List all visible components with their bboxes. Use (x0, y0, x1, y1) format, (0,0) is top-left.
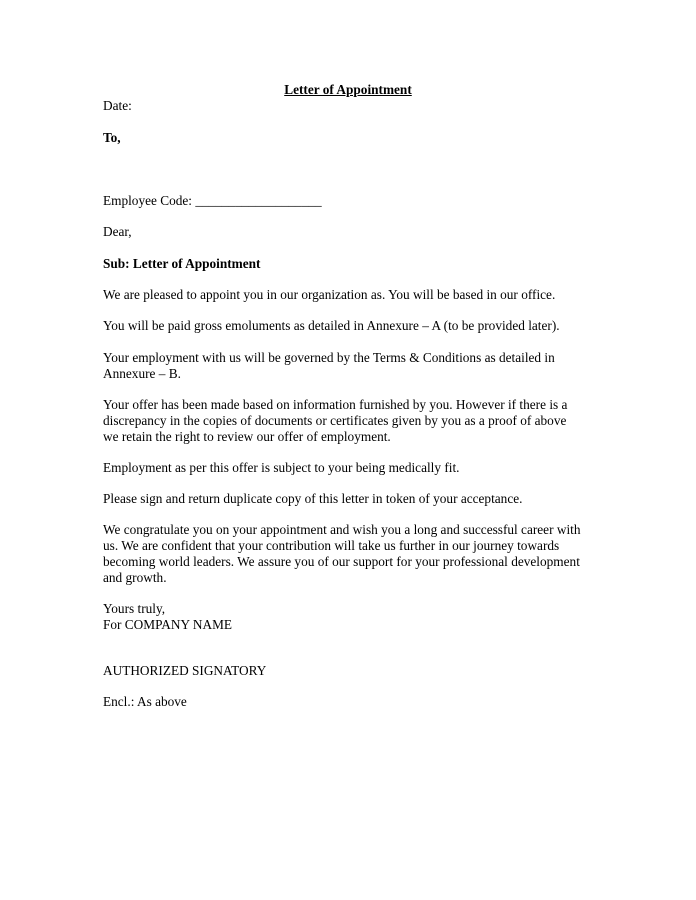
paragraph-4-line-1: Your offer has been made based on information furnished by you. However if there is a (103, 397, 568, 412)
paragraph-7-line-1: We congratulate you on your appointment and wish you a long and successful career with (103, 522, 581, 537)
paragraph-3-line-1: Your employment with us will be governed by the Terms & Conditions as detailed in (103, 350, 555, 365)
paragraph-7-line-4: and growth. (103, 570, 167, 585)
date-label: Date: (103, 98, 132, 113)
company-name: For COMPANY NAME (103, 617, 233, 632)
paragraph-2-line-1: You will be paid gross emoluments as detailed in Annexure – A (to be provided later). (103, 318, 560, 333)
closing: Yours truly, (103, 601, 166, 616)
paragraph-5-line-1: Employment as per this offer is subject to your being medically fit. (103, 460, 460, 475)
enclosure: Encl.: As above (103, 694, 187, 709)
subject-line: Sub: Letter of Appointment (103, 256, 261, 271)
authorized-signatory: AUTHORIZED SIGNATORY (103, 663, 267, 678)
salutation: Dear, (103, 224, 132, 239)
paragraph-7-line-2: us. We are confident that your contribution will take us further in our journey towards (103, 538, 560, 553)
employee-code-field: Employee Code: ___________________ (103, 193, 322, 208)
letter-title: Letter of Appointment (284, 82, 412, 97)
paragraph-3-line-2: Annexure – B. (103, 366, 181, 381)
paragraph-1-line-1: We are pleased to appoint you in our organization as. You will be based in our office. (103, 287, 556, 302)
paragraph-4-line-3: we retain the right to review our offer of employment. (103, 429, 391, 444)
paragraph-7-line-3: becoming world leaders. We assure you of our support for your professional development (103, 554, 580, 569)
paragraph-4-line-2: discrepancy in the copies of documents or certificates given by you as a proof of above (103, 413, 567, 428)
paragraph-6-line-1: Please sign and return duplicate copy of this letter in token of your acceptance. (103, 491, 523, 506)
to-label: To, (103, 130, 121, 145)
